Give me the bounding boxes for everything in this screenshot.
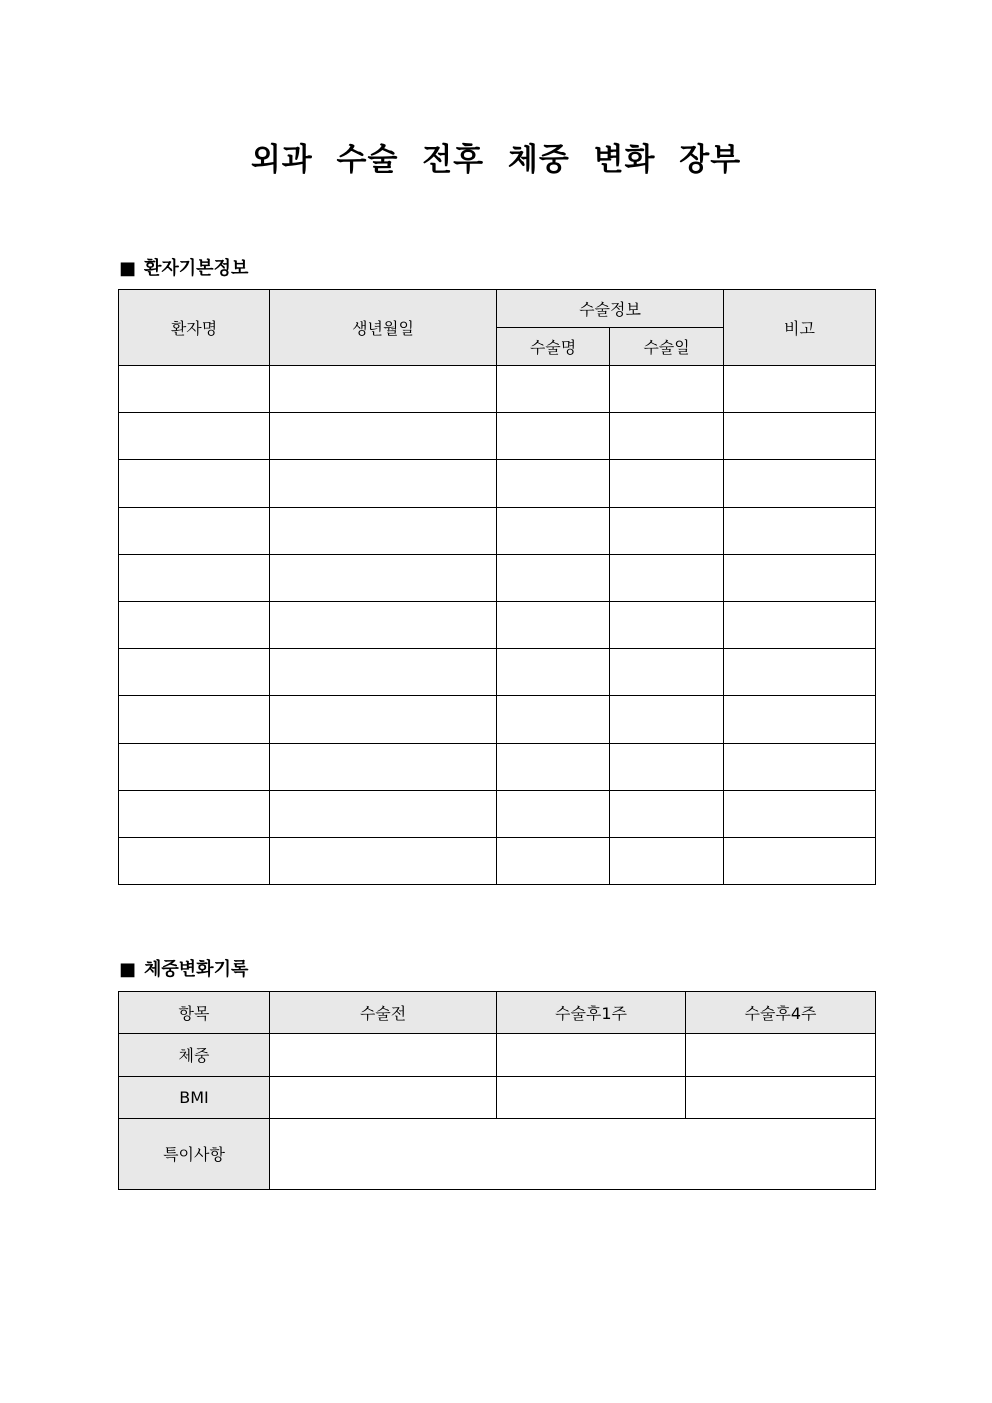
table-row — [119, 649, 876, 696]
remarks-cell[interactable] — [724, 554, 876, 601]
birth-date-cell[interactable] — [270, 790, 497, 837]
birth-date-cell[interactable] — [270, 601, 497, 648]
notes-cell[interactable] — [270, 1118, 876, 1189]
bmi-post-1w-cell[interactable] — [497, 1076, 686, 1118]
table-row — [119, 366, 876, 413]
table-row — [119, 696, 876, 743]
patient-name-cell[interactable] — [119, 696, 270, 743]
surgery-date-cell[interactable] — [610, 649, 724, 696]
bmi-pre-op-cell[interactable] — [270, 1076, 497, 1118]
remarks-cell[interactable] — [724, 460, 876, 507]
header-post-1w: 수술후1주 — [497, 992, 686, 1034]
row-label-notes: 특이사항 — [119, 1118, 270, 1189]
surgery-name-cell[interactable] — [497, 601, 610, 648]
table-row — [119, 554, 876, 601]
surgery-date-cell[interactable] — [610, 413, 724, 460]
birth-date-cell[interactable] — [270, 366, 497, 413]
patient-name-cell[interactable] — [119, 460, 270, 507]
header-post-4w: 수술후4주 — [686, 992, 876, 1034]
birth-date-cell[interactable] — [270, 696, 497, 743]
birth-date-cell[interactable] — [270, 554, 497, 601]
surgery-name-cell[interactable] — [497, 554, 610, 601]
surgery-name-cell[interactable] — [497, 649, 610, 696]
surgery-name-cell[interactable] — [497, 743, 610, 790]
patient-name-cell[interactable] — [119, 554, 270, 601]
surgery-name-cell[interactable] — [497, 837, 610, 884]
birth-date-cell[interactable] — [270, 460, 497, 507]
header-birth-date: 생년월일 — [270, 290, 497, 366]
surgery-name-cell[interactable] — [497, 413, 610, 460]
surgery-date-cell[interactable] — [610, 460, 724, 507]
patient-name-cell[interactable] — [119, 366, 270, 413]
header-surgery-name: 수술명 — [497, 328, 610, 366]
patient-name-cell[interactable] — [119, 601, 270, 648]
square-bullet-icon: ■ — [119, 258, 137, 279]
birth-date-cell[interactable] — [270, 743, 497, 790]
bmi-post-4w-cell[interactable] — [686, 1076, 876, 1118]
patient-info-table — [118, 289, 876, 885]
patient-name-cell[interactable] — [119, 743, 270, 790]
surgery-name-cell[interactable] — [497, 696, 610, 743]
surgery-date-cell[interactable] — [610, 601, 724, 648]
birth-date-cell[interactable] — [270, 507, 497, 554]
remarks-cell[interactable] — [724, 507, 876, 554]
surgery-name-cell[interactable] — [497, 507, 610, 554]
square-bullet-icon: ■ — [119, 959, 137, 980]
row-label-bmi: BMI — [119, 1076, 270, 1118]
patient-name-cell[interactable] — [119, 413, 270, 460]
surgery-name-cell[interactable] — [497, 366, 610, 413]
table-row — [119, 837, 876, 884]
header-item: 항목 — [119, 992, 270, 1034]
section-heading-label: 체중변화기록 — [144, 959, 249, 980]
remarks-cell[interactable] — [724, 649, 876, 696]
surgery-name-cell[interactable] — [497, 460, 610, 507]
remarks-cell[interactable] — [724, 601, 876, 648]
section-heading-weight-record — [119, 955, 248, 981]
weight-post-1w-cell[interactable] — [497, 1034, 686, 1076]
birth-date-cell[interactable] — [270, 413, 497, 460]
patient-name-cell[interactable] — [119, 507, 270, 554]
patient-name-cell[interactable] — [119, 837, 270, 884]
remarks-cell[interactable] — [724, 790, 876, 837]
header-surgery-info: 수술정보 — [497, 290, 724, 328]
header-patient-name: 환자명 — [119, 290, 270, 366]
weight-change-table — [118, 991, 876, 1190]
header-surgery-date: 수술일 — [610, 328, 724, 366]
weight-pre-op-cell[interactable] — [270, 1034, 497, 1076]
surgery-date-cell[interactable] — [610, 366, 724, 413]
birth-date-cell[interactable] — [270, 837, 497, 884]
row-label-weight: 체중 — [119, 1034, 270, 1076]
remarks-cell[interactable] — [724, 696, 876, 743]
header-remarks: 비고 — [724, 290, 876, 366]
surgery-date-cell[interactable] — [610, 790, 724, 837]
birth-date-cell[interactable] — [270, 649, 497, 696]
table-row — [119, 413, 876, 460]
patient-name-cell[interactable] — [119, 790, 270, 837]
table-row — [119, 460, 876, 507]
remarks-cell[interactable] — [724, 413, 876, 460]
surgery-date-cell[interactable] — [610, 554, 724, 601]
section-heading-patient-info — [119, 254, 248, 280]
table-row — [119, 601, 876, 648]
table-row-notes — [119, 1118, 876, 1189]
section-heading-label: 환자기본정보 — [144, 258, 249, 279]
patient-name-cell[interactable] — [119, 649, 270, 696]
surgery-date-cell[interactable] — [610, 743, 724, 790]
surgery-name-cell[interactable] — [497, 790, 610, 837]
weight-post-4w-cell[interactable] — [686, 1034, 876, 1076]
remarks-cell[interactable] — [724, 837, 876, 884]
table-row-bmi — [119, 1076, 876, 1118]
page-title: 외과 수술 전후 체중 변화 장부 — [250, 142, 742, 178]
surgery-date-cell[interactable] — [610, 696, 724, 743]
table-row-weight — [119, 1034, 876, 1076]
surgery-date-cell[interactable] — [610, 837, 724, 884]
remarks-cell[interactable] — [724, 743, 876, 790]
header-pre-op: 수술전 — [270, 992, 497, 1034]
table-row — [119, 507, 876, 554]
table-row — [119, 743, 876, 790]
table-row — [119, 790, 876, 837]
surgery-date-cell[interactable] — [610, 507, 724, 554]
remarks-cell[interactable] — [724, 366, 876, 413]
